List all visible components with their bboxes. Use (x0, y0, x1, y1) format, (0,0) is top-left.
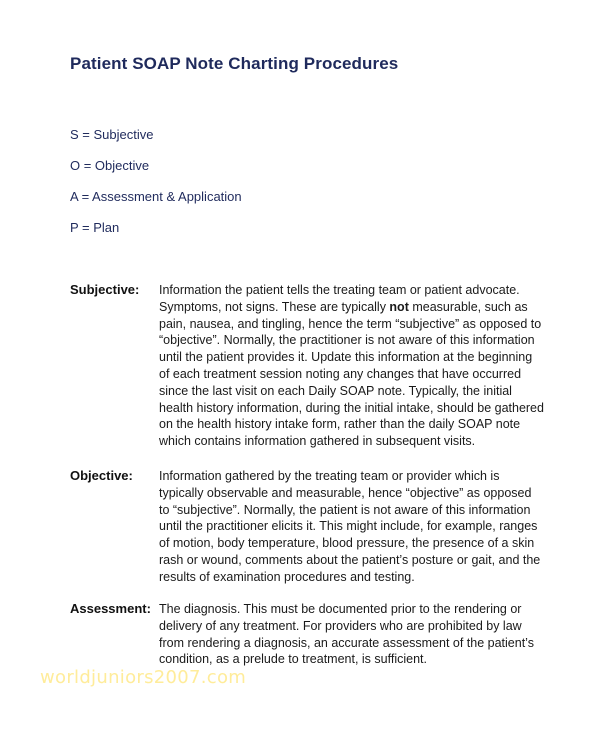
section-text-subjective (159, 282, 544, 450)
watermark-text: worldjuniors2007.com (40, 667, 247, 688)
subjective-text-part-1: Information the patient tells the treating team or patient advocate. Symptoms, not signs. These are typically (159, 283, 520, 314)
legend-assessment: A = Assessment & Application (70, 189, 242, 204)
subjective-text-part-2: measurable, such as pain, nausea, and tingling, hence the term “subjective” as opposed to “objective”. Normally, the practitioner is not aware of this information until the patient provides it. Update this information at the beginning of each treatment session noting any changes that have occurred since the last visit on each Daily SOAP note. Typically, the initial health history information, during the initial intake, should be gathered on the health history intake form, rather than the daily SOAP note which contains information gathered in subsequent visits. (159, 299, 544, 449)
legend-plan: P = Plan (70, 220, 120, 235)
section-label-subjective: Subjective: (70, 282, 140, 297)
section-label-assessment: Assessment: (70, 601, 151, 616)
section-label-objective: Objective: (70, 468, 133, 483)
legend-subjective: S = Subjective (70, 127, 154, 142)
legend-objective: O = Objective (70, 158, 150, 173)
subjective-bold-not: not (389, 299, 409, 314)
section-text-assessment: The diagnosis. This must be documented prior to the rendering or delivery of any treatment. For providers who are prohibited by law from rendering a diagnosis, an accurate assessment of the patient’s condition, as a prelude to treatment, is sufficient. (159, 602, 534, 667)
document-title: Patient SOAP Note Charting Procedures (70, 54, 399, 73)
section-text-objective: Information gathered by the treating team or provider which is typically observable and measurable, hence “objective” as opposed to “subjective”. Normally, the patient is not aware of this information until the practitioner elicits it. This might include, for example, ranges of motion, body temperature, blood pressure, the presence of a skin rash or wound, comments about the patient’s posture or gait, and the results of examination procedures and testing. (159, 469, 541, 584)
